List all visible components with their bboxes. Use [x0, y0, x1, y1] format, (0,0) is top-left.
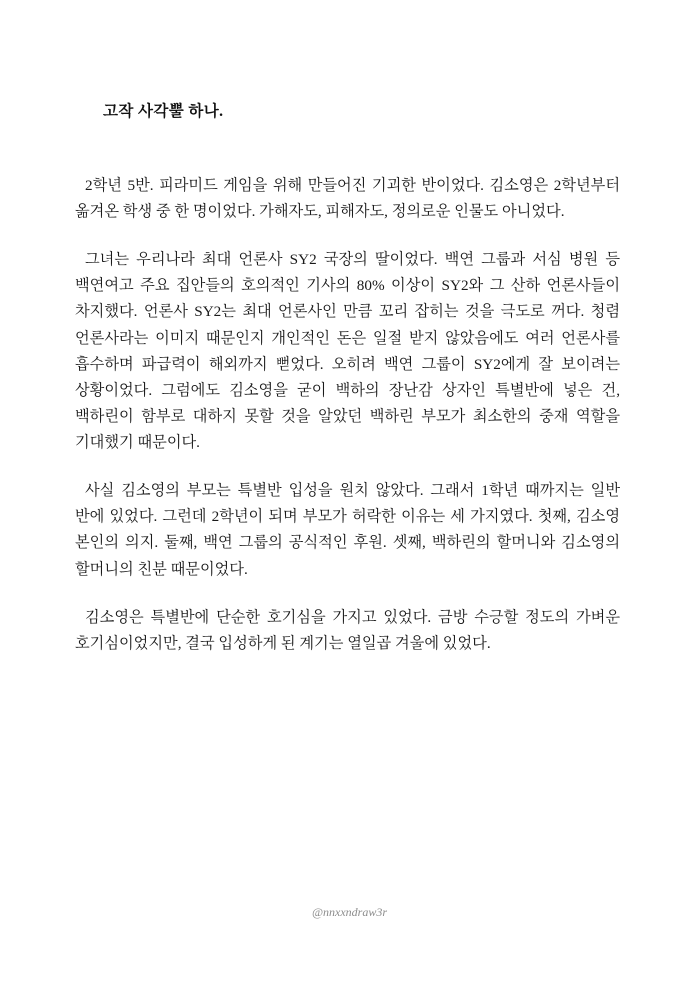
- paragraph-4: 김소영은 특별반에 단순한 호기심을 가지고 있었다. 금방 수긍할 정도의 가벼운 호기심이었지만, 결국 입성하게 된 계기는 열일곱 겨울에 있었다.: [75, 608, 620, 652]
- paragraph-1: 2학년 5반. 피라미드 게임을 위해 만들어진 기괴한 반이었다. 김소영은 2학년부터 옮겨온 학생 중 한 명이었다. 가해자도, 피해자도, 정의로운 인물도 아니었다.: [75, 176, 620, 220]
- paragraph-3: 사실 김소영의 부모는 특별반 입성을 원치 않았다. 그래서 1학년 때까지는 일반 반에 있었다. 그런데 2학년이 되며 부모가 허락한 이유는 세 가지였다. 첫째, 김소영 본인의 의지. 둘째, 백연 그룹의 공식적인 후원. 셋째, 백하린의 할머니와 김소영의 할머니의 친분 때문이었다.: [75, 482, 620, 578]
- spacer: [75, 225, 620, 247]
- spacer: [75, 125, 620, 173]
- document-body: [75, 100, 620, 657]
- paragraph-2: 그녀는 우리나라 최대 언론사 SY2 국장의 딸이었다. 백연 그룹과 서심 병원 등 백연여고 주요 집안들의 호의적인 기사의 80% 이상이 SY2와 그 산하 언론사들이 차지했다. 언론사 SY2는 최대 언론사인 만큼 꼬리 잡히는 것을 극도로 꺼다. 청렴 언론사라는 이미지 때문인지 개인적인 돈은 일절 받지 않았음에도 여러 언론사를 흡수하며 파급력이 해외까지 뻗었다. 오히려 백연 그룹이 SY2에게 잘 보이려는 상황이었다. 그럼에도 김소영을 굳이 백하의 장난감 상자인 특별반에 넣은 건, 백하린이 함부로 대하지 못할 것을 알았던 백하린 부모가 최소한의 중재 역할을 기대했기 때문이다.: [75, 251, 620, 452]
- page-title: 고작 사각뿔 하나.: [103, 103, 224, 120]
- spacer: [75, 456, 620, 478]
- spacer: [75, 583, 620, 605]
- footer-credit: @nnxxndraw3r: [311, 905, 388, 919]
